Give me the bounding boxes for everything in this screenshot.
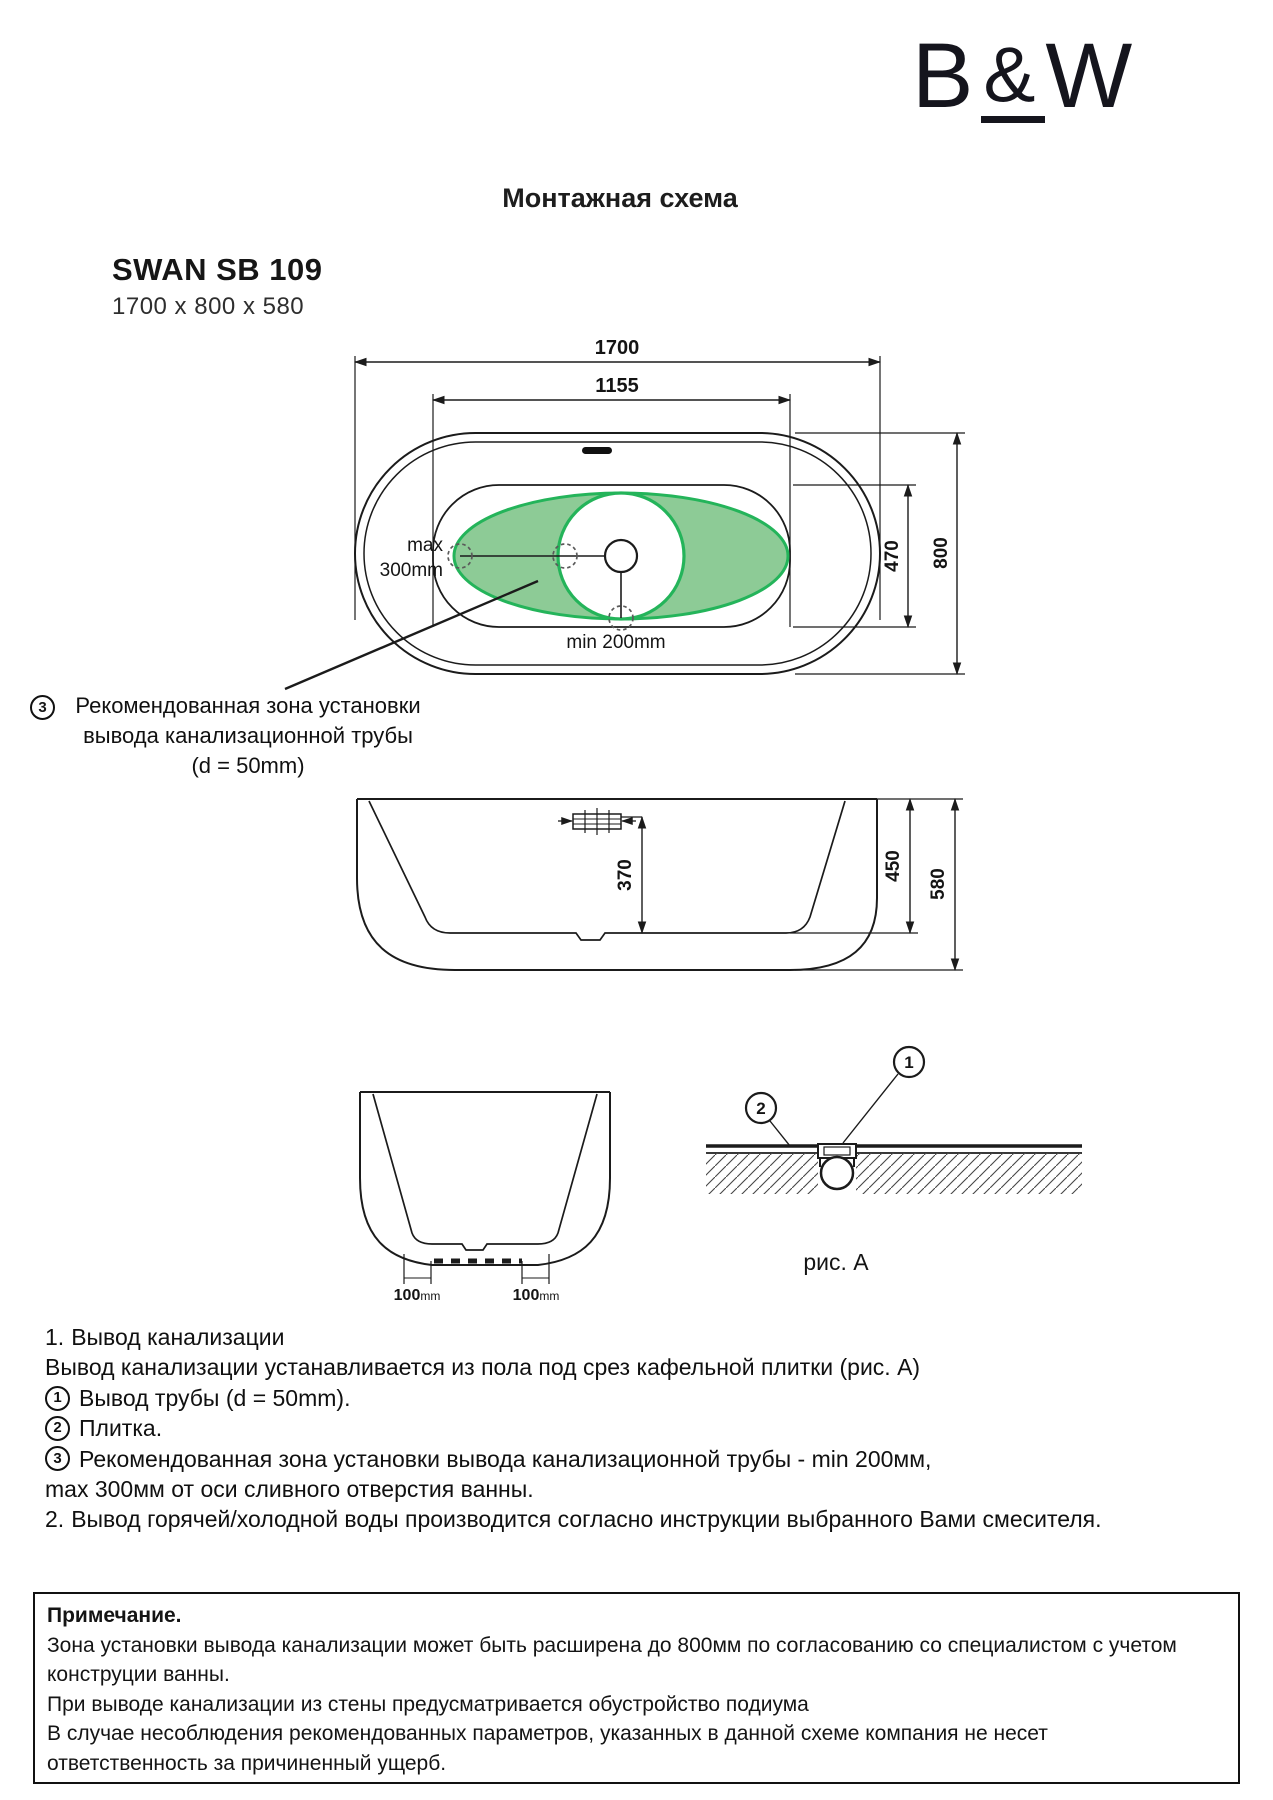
product-model: SB 109: [216, 252, 323, 287]
installation-notes: [45, 1322, 1260, 1535]
dim-1155-label: 1155: [595, 375, 639, 397]
note-box-line5: ответственность за причиненный ущерб.: [47, 1751, 447, 1775]
side-view-drawing: [357, 799, 963, 970]
sewer-pipe: [821, 1157, 853, 1189]
dim-1700-label: 1700: [594, 337, 640, 359]
note-line-1: 1. Вывод канализации: [45, 1324, 285, 1350]
min-label: min 200mm: [566, 632, 666, 653]
note-line-4: 2 Плитка.: [45, 1413, 1260, 1443]
logo-letter-b: B: [912, 25, 982, 127]
top-view-drawing: [285, 337, 965, 689]
zone-leader-line: [285, 581, 538, 689]
note-box-line2: конструции ванны.: [47, 1663, 230, 1686]
list-badge-3: 3: [45, 1446, 70, 1471]
callout-2-leader: [770, 1121, 790, 1146]
note-box-line3: При выводе канализации из стены предусматривается обустройство подиума: [47, 1692, 809, 1716]
dim-100mm-left-label: 100mm: [393, 1287, 441, 1304]
page-title: Монтажная схема: [502, 183, 738, 213]
zone-callout-line1: Рекомендованная зона установки: [75, 693, 421, 718]
logo-letter-w: W: [1045, 25, 1141, 127]
callout-2-number: 2: [756, 1099, 766, 1118]
floor-hatch-right: [856, 1153, 1082, 1194]
note-line-5: 3 Рекомендованная зона установки вывода канализационной трубы - min 200мм,: [45, 1444, 1260, 1474]
note-line-7: 2. Вывод горячей/холодной воды производится согласно инструкции выбранного Вами смесителя.: [45, 1506, 1102, 1533]
note-box-line1: Зона установки вывода канализации может быть расширена до 800мм по согласованию со специалистом с учетом: [47, 1633, 1177, 1657]
front-view-drawing: [360, 1092, 610, 1304]
detail-a-drawing: [706, 1047, 1082, 1275]
dim-580-label: 580: [928, 868, 949, 900]
dim-450-label: 450: [883, 850, 904, 882]
disclaimer-note-box: [33, 1592, 1240, 1784]
detail-a-caption: рис. А: [803, 1249, 869, 1275]
dim-100mm-right-label: 100mm: [512, 1287, 560, 1304]
drain-hole: [605, 540, 637, 572]
product-series: SWAN: [112, 252, 207, 287]
zone-callout-text: [62, 691, 434, 781]
list-badge-2: 2: [45, 1416, 70, 1441]
note-box-line4: В случае несоблюдения рекомендованных параметров, указанных в данной схеме компания не несет: [47, 1722, 1048, 1745]
dim-800-label: 800: [931, 537, 952, 569]
note-line-3: 1 Вывод трубы (d = 50mm).: [45, 1383, 1260, 1413]
product-dimensions: 1700 x 800 x 580: [112, 293, 305, 320]
overflow-slot: [582, 447, 612, 454]
overflow-fitting: [558, 808, 636, 835]
callout-1-leader: [843, 1074, 898, 1143]
note-line-6: max 300мм от оси сливного отверстия ванны.: [45, 1476, 534, 1503]
max-label-line1: max: [407, 535, 443, 556]
dim-370-label: 370: [615, 859, 636, 891]
note-line-2: Вывод канализации устанавливается из пола под срез кафельной плитки (рис. А): [45, 1354, 921, 1381]
zone-callout-line2: вывода канализационной трубы: [83, 723, 413, 748]
note-box-title: Примечание.: [47, 1604, 182, 1627]
floor-hatch-left: [706, 1153, 818, 1194]
list-badge-1: 1: [45, 1386, 70, 1411]
zone-callout-line3: (d = 50mm): [191, 753, 305, 778]
max-label-line2: 300mm: [379, 560, 443, 581]
callout-3-badge: 3: [30, 695, 55, 720]
logo-ampersand: &: [981, 35, 1045, 123]
dim-470-label: 470: [882, 540, 903, 572]
callout-1-number: 1: [904, 1053, 914, 1072]
